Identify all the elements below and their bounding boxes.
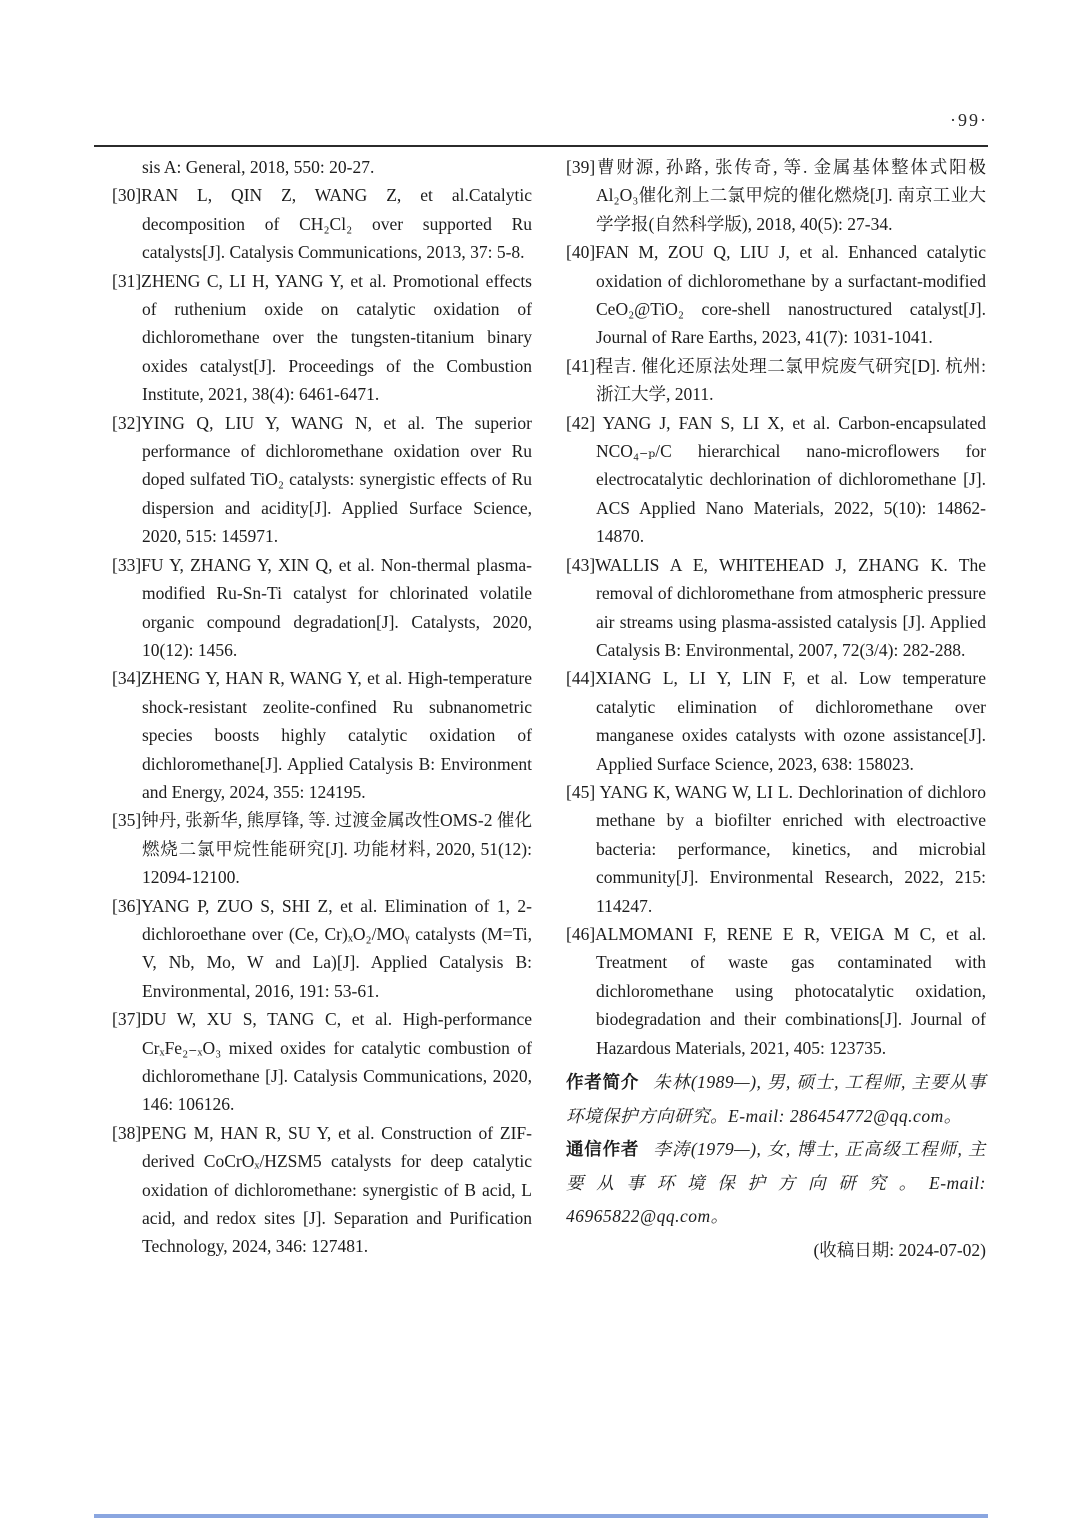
reference-item-32: [32]YING Q, LIU Y, WANG N, et al. The superior performance of dichloromethane oxidation over Ru doped sulfated TiO₂ catalysts: synergistic effects of Ru dispersion and acidity[J]. Applied Surface Science, 2020, 515: 145971. [112, 412, 532, 547]
reference-item-30: [30]RAN L, QIN Z, WANG Z, et al.Catalytic decomposition of CH₂Cl₂ over supported Ru catalysts[J]. Catalysis Communications, 2013, 37: 5-8. [112, 185, 532, 263]
reference-item-34: [34]ZHENG Y, HAN R, WANG Y, et al. High-temperature shock-resistant zeolite-confined Ru subnanometric species boosts highly catalytic oxidation of dichloromethane[J]. Applied Catalysis B: Environment and Energy, 2024, 355: 124195. [112, 668, 532, 802]
author-bio-text: 朱林(1989—), 男, 硕士, 工程师, 主要从事环境保护方向研究。E-mail: 286454772@qq.com。 [566, 1072, 986, 1126]
received-date: (收稿日期: 2024-07-02) [813, 1239, 986, 1260]
reference-item-43: [43]WALLIS A E, WHITEHEAD J, ZHANG K. The removal of dichloromethane from atmospheric pressure air streams using plasma-assisted catalysis [J]. Applied Catalysis B: Environmental, 2007, 72(3/4): 282-288. [566, 554, 986, 660]
reference-item-46: [46]ALMOMANI F, RENE E R, VEIGA M C, et al. Treatment of waste gas contaminated with dichloromethane using photocatalytic oxidation, biodegradation and their combinations[J]. Journal of Hazardous Materials, 2021, 405: 123735. [566, 923, 986, 1058]
references-column-right [566, 153, 986, 1267]
reference-item-35: [35]钟丹, 张新华, 熊厚锋, 等. 过渡金属改性OMS-2 催化燃烧二氯甲烷性能研究[J]. 功能材料, 2020, 51(12): 12094-12100. [112, 810, 532, 888]
reference-item-33: [33]FU Y, ZHANG Y, XIN Q, et al. Non-thermal plasma-modified Ru-Sn-Ti catalyst for chlorinated volatile organic compound degradation[J]. Catalysts, 2020, 10(12): 1456. [112, 554, 532, 660]
reference-item-44: [44]XIANG L, LI Y, LIN F, et al. Low temperature catalytic elimination of dichloromethane over manganese oxides catalysts with ozone assistance[J]. Applied Surface Science, 2023, 638: 158023. [566, 668, 986, 774]
footer-rule [94, 1514, 988, 1518]
author-bio [566, 1066, 986, 1133]
references-column-left [112, 153, 532, 1261]
reference-item-40: [40]FAN M, ZOU Q, LIU J, et al. Enhanced catalytic oxidation of dichloromethane by a surfactant-modified CeO₂@TiO₂ core-shell nanostructured catalyst[J]. Journal of Rare Earths, 2023, 41(7): 1031-1041. [566, 242, 986, 348]
reference-item-45: [45] YANG K, WANG W, LI L. Dechlorination of dichloro methane by a biofilter enriched with electroactive bacteria: performance, kinetics, and microbial community[J]. Environmental Research, 2022, 215: 114247. [566, 781, 986, 916]
reference-item-41: [41]程吉. 催化还原法处理二氯甲烷废气研究[D]. 杭州: 浙江大学, 2011. [566, 355, 986, 405]
reference-item-37: [37]DU W, XU S, TANG C, et al. High-performance CrₓFe₂₋ₓO₃ mixed oxides for catalytic combustion of dichloromethane [J]. Catalysis Communications, 2020, 146: 106126. [112, 1009, 532, 1115]
reference-continuation: sis A: General, 2018, 550: 20-27. [142, 157, 375, 177]
reference-item-31: [31]ZHENG C, LI H, YANG Y, et al. Promotional effects of ruthenium oxide on catalytic oxidation of dichloromethane over the tungsten-titanium binary oxides catalyst[J]. Proceedings of the Combustion Institute, 2021, 38(4): 6461-6471. [112, 270, 532, 405]
page-number: ·99· [950, 110, 988, 130]
author-info-section [566, 1066, 986, 1267]
corresponding-author [566, 1133, 986, 1234]
corresponding-author-text: 李涛(1979—), 女, 博士, 正高级工程师, 主要从事环境保护方向研究。E-mail: 46965822@qq.com。 [566, 1139, 986, 1226]
author-bio-label: 作者简介 [566, 1072, 640, 1092]
reference-item-39: [39]曹财源, 孙路, 张传奇, 等. 金属基体整体式阳极Al₂O₃催化剂上二氯甲烷的催化燃烧[J]. 南京工业大学学报(自然科学版), 2018, 40(5): 27-34. [566, 157, 986, 234]
corresponding-author-label: 通信作者 [566, 1139, 640, 1159]
header-rule [94, 145, 988, 147]
reference-item-36: [36]YANG P, ZUO S, SHI Z, et al. Elimination of 1, 2-dichloroethane over (Ce, Cr)ₓO₂/MOᵧ catalysts (M=Ti, V, Nb, Mo, W and La)[J]. Applied Catalysis B: Environmental, 2016, 191: 53-61. [112, 895, 532, 1001]
reference-item-42: [42] YANG J, FAN S, LI X, et al. Carbon-encapsulated NCO₄₋ₚ/C hierarchical nano-microflowers for electrocatalytic dechlorination of dichloromethane [J]. ACS Applied Nano Materials, 2022, 5(10): 14862-14870. [566, 412, 986, 547]
reference-item-38: [38]PENG M, HAN R, SU Y, et al. Construction of ZIF-derived CoCrOₓ/HZSM5 catalysts for deep catalytic oxidation of dichloromethane: synergistic of B acid, L acid, and redox sites [J]. Separation and Purification Technology, 2024, 346: 127481. [112, 1122, 532, 1257]
